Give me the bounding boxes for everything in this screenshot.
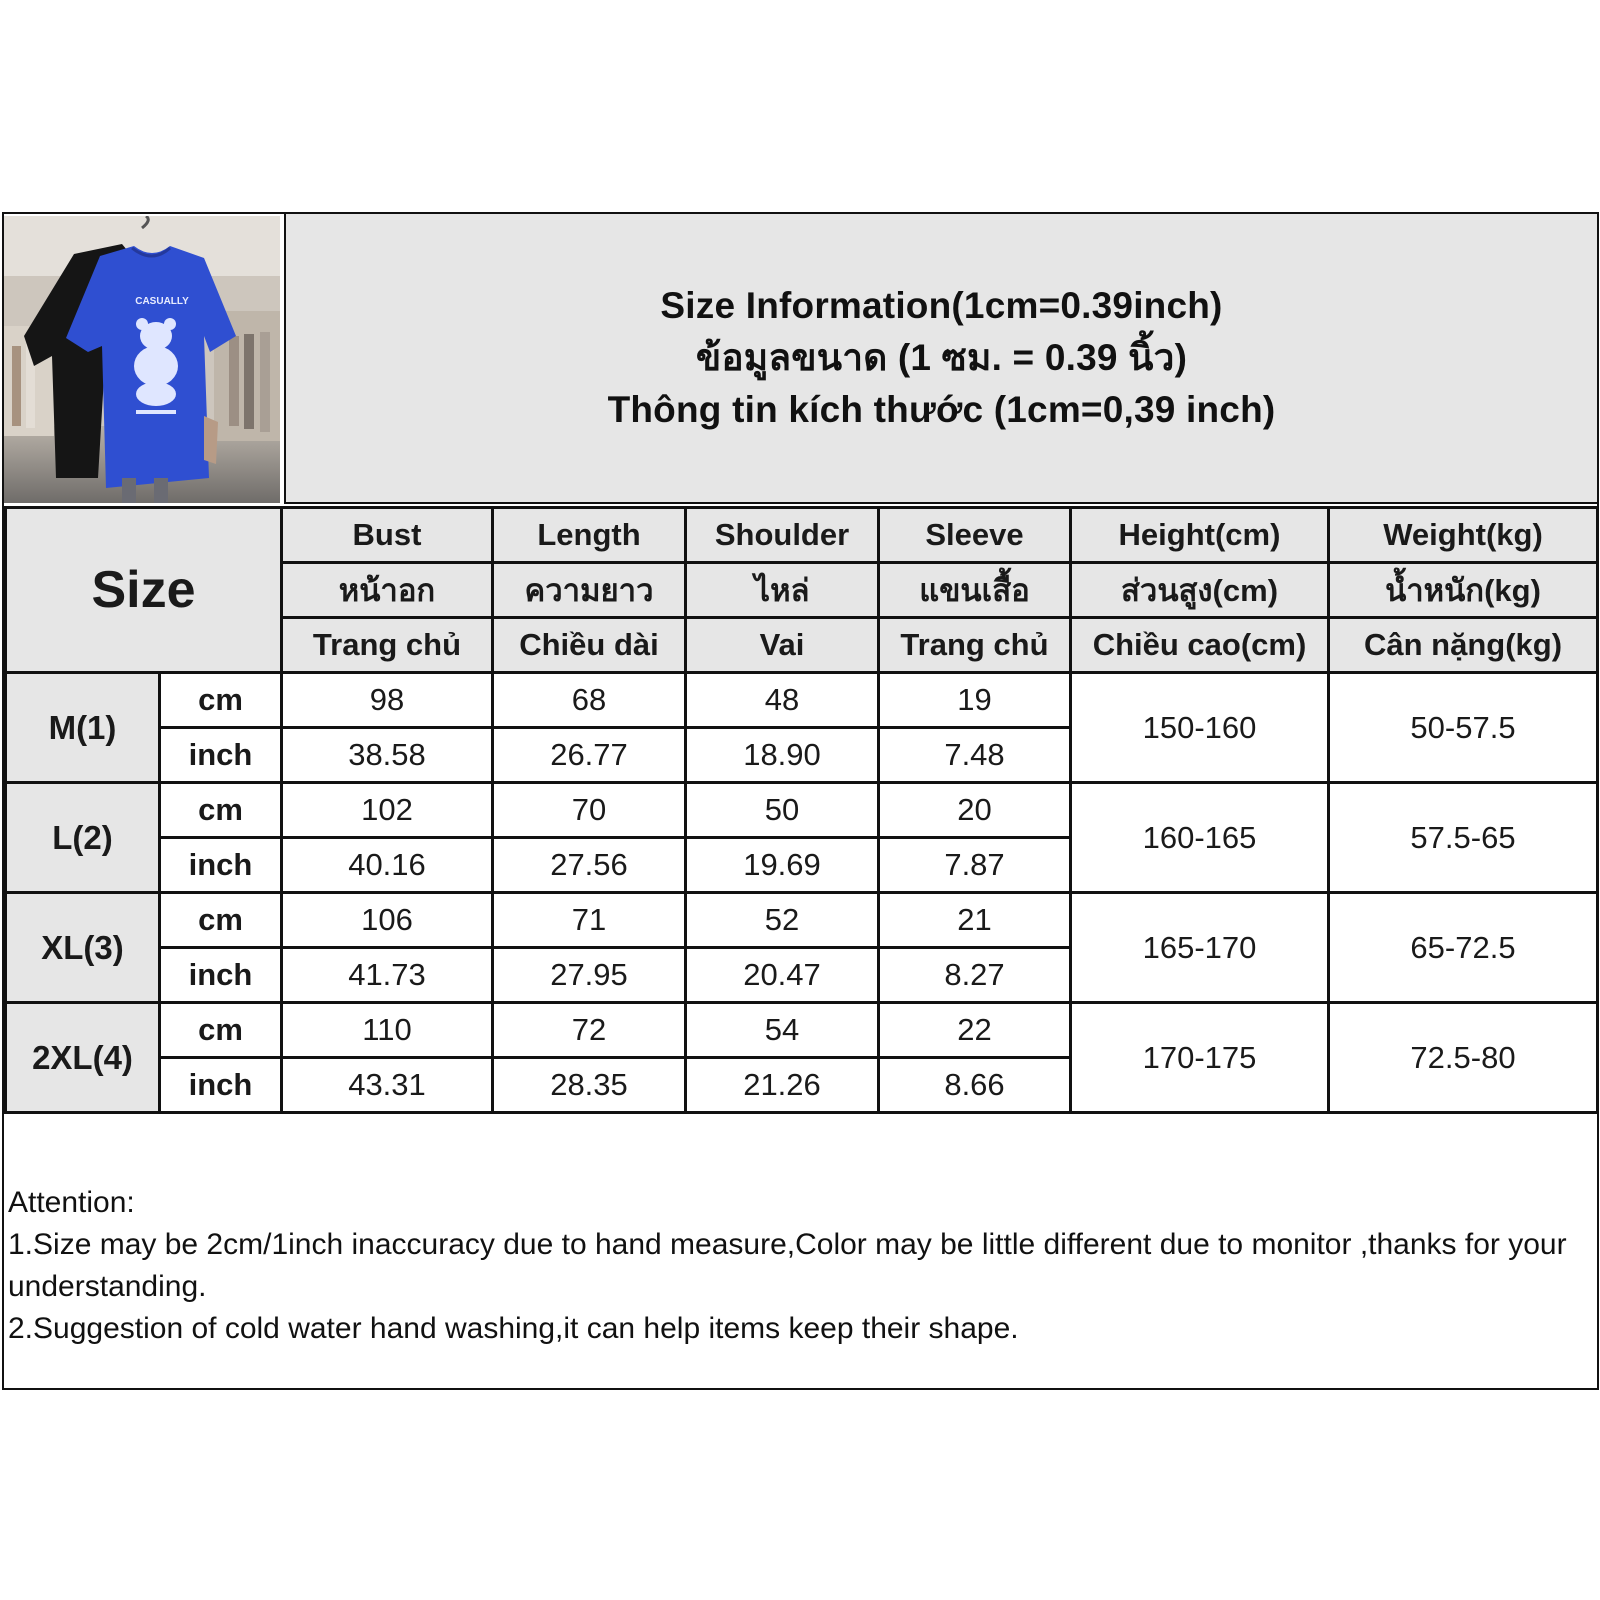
col-header-sleeve-th: แขนเสื้อ: [879, 563, 1071, 618]
table-cell: 48: [686, 673, 879, 728]
col-header-bust-th: หน้าอก: [282, 563, 493, 618]
table-cell: 41.73: [282, 948, 493, 1003]
height-range-2xl: 170-175: [1071, 1003, 1329, 1113]
table-row-m-cm: [6, 673, 1598, 728]
size-label-2xl: 2XL(4): [6, 1003, 160, 1113]
table-cell: 70: [493, 783, 686, 838]
title-thai: ข้อมูลขนาด (1 ซม. = 0.39 นิ้ว): [695, 337, 1188, 378]
size-label-m: M(1): [6, 673, 160, 783]
title-vietnamese: Thông tin kích thước (1cm=0,39 inch): [607, 389, 1276, 430]
table-cell: 28.35: [493, 1058, 686, 1113]
unit-cm: cm: [160, 893, 282, 948]
table-cell: 27.56: [493, 838, 686, 893]
table-cell: 7.48: [879, 728, 1071, 783]
header-row-english: [6, 508, 1598, 563]
table-cell: 8.66: [879, 1058, 1071, 1113]
table-cell: 38.58: [282, 728, 493, 783]
table-cell: 20: [879, 783, 1071, 838]
table-cell: 50: [686, 783, 879, 838]
col-header-bust-en: Bust: [282, 508, 493, 563]
col-header-length-th: ความยาว: [493, 563, 686, 618]
table-cell: 72: [493, 1003, 686, 1058]
height-range-l: 160-165: [1071, 783, 1329, 893]
product-photo: [4, 216, 280, 503]
height-range-xl: 165-170: [1071, 893, 1329, 1003]
col-header-shoulder-en: Shoulder: [686, 508, 879, 563]
title-box: [284, 214, 1597, 504]
col-header-weight-vi: Cân nặng(kg): [1329, 618, 1598, 673]
table-row-l-cm: [6, 783, 1598, 838]
col-header-weight-th: น้ำหนัก(kg): [1329, 563, 1598, 618]
unit-inch: inch: [160, 948, 282, 1003]
weight-range-2xl: 72.5-80: [1329, 1003, 1598, 1113]
shirt-print-text: CASUALLY: [135, 296, 189, 307]
table-cell: 68: [493, 673, 686, 728]
table-cell: 102: [282, 783, 493, 838]
table-cell: 52: [686, 893, 879, 948]
table-cell: 26.77: [493, 728, 686, 783]
notes-heading: Attention:: [8, 1186, 135, 1219]
size-column-header: Size: [6, 508, 282, 673]
table-cell: 106: [282, 893, 493, 948]
weight-range-l: 57.5-65: [1329, 783, 1598, 893]
unit-cm: cm: [160, 1003, 282, 1058]
col-header-shoulder-th: ไหล่: [686, 563, 879, 618]
size-label-l: L(2): [6, 783, 160, 893]
table-cell: 43.31: [282, 1058, 493, 1113]
col-header-height-vi: Chiều cao(cm): [1071, 618, 1329, 673]
col-header-height-en: Height(cm): [1071, 508, 1329, 563]
notes-item-2: 2.Suggestion of cold water hand washing,it can help items keep their shape.: [8, 1312, 1019, 1345]
unit-inch: inch: [160, 728, 282, 783]
table-cell: 22: [879, 1003, 1071, 1058]
unit-cm: cm: [160, 783, 282, 838]
col-header-sleeve-en: Sleeve: [879, 508, 1071, 563]
col-header-length-en: Length: [493, 508, 686, 563]
attention-notes: [8, 1182, 1588, 1350]
col-header-length-vi: Chiều dài: [493, 618, 686, 673]
table-cell: 98: [282, 673, 493, 728]
weight-range-xl: 65-72.5: [1329, 893, 1598, 1003]
unit-inch: inch: [160, 1058, 282, 1113]
col-header-sleeve-vi: Trang chủ: [879, 618, 1071, 673]
table-cell: 71: [493, 893, 686, 948]
table-cell: 21: [879, 893, 1071, 948]
table-cell: 110: [282, 1003, 493, 1058]
title-english: Size Information(1cm=0.39inch): [660, 285, 1223, 326]
height-range-m: 150-160: [1071, 673, 1329, 783]
table-cell: 40.16: [282, 838, 493, 893]
table-cell: 20.47: [686, 948, 879, 1003]
size-table: [4, 506, 1599, 1114]
table-row-xl-cm: [6, 893, 1598, 948]
table-cell: 19.69: [686, 838, 879, 893]
tshirt-photo-illustration: [4, 216, 280, 503]
notes-item-1: 1.Size may be 2cm/1inch inaccuracy due to hand measure,Color may be little different due to monitor ,thanks for your understanding.: [8, 1228, 1567, 1303]
table-cell: 27.95: [493, 948, 686, 1003]
table-row-2xl-cm: [6, 1003, 1598, 1058]
col-header-bust-vi: Trang chủ: [282, 618, 493, 673]
unit-cm: cm: [160, 673, 282, 728]
col-header-shoulder-vi: Vai: [686, 618, 879, 673]
unit-inch: inch: [160, 838, 282, 893]
table-cell: 7.87: [879, 838, 1071, 893]
table-cell: 19: [879, 673, 1071, 728]
weight-range-m: 50-57.5: [1329, 673, 1598, 783]
col-header-weight-en: Weight(kg): [1329, 508, 1598, 563]
table-cell: 21.26: [686, 1058, 879, 1113]
table-cell: 54: [686, 1003, 879, 1058]
size-label-xl: XL(3): [6, 893, 160, 1003]
col-header-height-th: ส่วนสูง(cm): [1071, 563, 1329, 618]
table-cell: 8.27: [879, 948, 1071, 1003]
table-cell: 18.90: [686, 728, 879, 783]
